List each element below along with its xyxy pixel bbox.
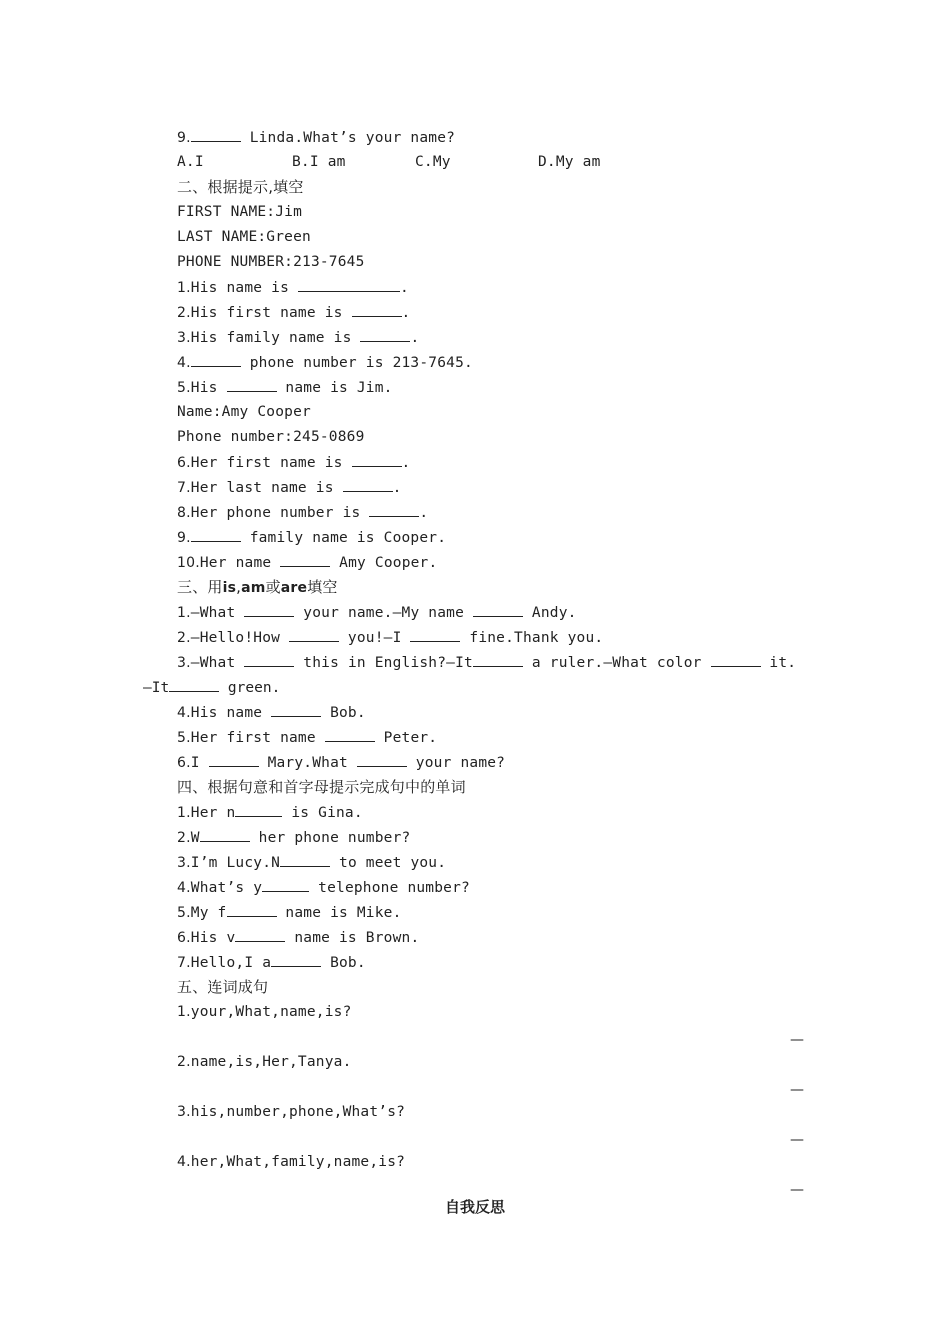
question-number: 1. bbox=[177, 805, 191, 821]
answer-blank[interactable] bbox=[280, 852, 330, 867]
item-text-post: phone number is 213-7645. bbox=[240, 355, 473, 371]
section-5-title: 五、连词成句 bbox=[177, 978, 269, 996]
question-number: 3. bbox=[177, 655, 191, 671]
scrambled-words: your,What,name,is? bbox=[190, 1004, 352, 1020]
text-part: name is Mike. bbox=[276, 905, 402, 921]
title-pre: 三、用 bbox=[177, 578, 223, 596]
info-first-name: FIRST NAME:Jim bbox=[177, 204, 303, 220]
question-number: 9. bbox=[177, 530, 191, 546]
text-part: —Hello!How bbox=[190, 630, 289, 646]
s2-item-5 bbox=[177, 377, 393, 397]
answer-blank[interactable] bbox=[191, 127, 241, 142]
option-b: B.I am bbox=[292, 154, 346, 170]
question-number: 6. bbox=[177, 930, 191, 946]
option-c: C.My bbox=[415, 154, 451, 170]
info-phone-number: PHONE NUMBER:213-7645 bbox=[177, 254, 365, 270]
info-last-name: LAST NAME:Green bbox=[177, 229, 311, 245]
s4-item-5 bbox=[177, 902, 402, 922]
word-or: 或 bbox=[265, 578, 281, 596]
s4-item-2 bbox=[177, 827, 410, 847]
answer-blank[interactable] bbox=[262, 877, 309, 892]
s4-item-7 bbox=[177, 952, 366, 972]
s5-item-3 bbox=[177, 1102, 405, 1122]
answer-blank[interactable] bbox=[473, 652, 523, 667]
question-number: 6. bbox=[177, 455, 191, 471]
text-part: green. bbox=[219, 680, 281, 696]
text-part: His v bbox=[190, 930, 236, 946]
text-part: a ruler.—What color bbox=[522, 655, 711, 671]
text-part: Her first name bbox=[190, 730, 325, 746]
s3-item-5 bbox=[177, 727, 437, 747]
answer-line-dash[interactable]: — bbox=[790, 1082, 804, 1098]
answer-blank[interactable] bbox=[191, 527, 241, 542]
s2-item-10 bbox=[177, 552, 437, 572]
answer-blank[interactable] bbox=[410, 627, 460, 642]
answer-blank[interactable] bbox=[191, 352, 241, 367]
s2-item-1 bbox=[177, 277, 409, 297]
scrambled-words: her,What,family,name,is? bbox=[190, 1154, 406, 1170]
text-part: W bbox=[190, 830, 200, 846]
text-part: name is Brown. bbox=[285, 930, 420, 946]
s2-item-7 bbox=[177, 477, 402, 497]
answer-blank[interactable] bbox=[271, 952, 321, 967]
s4-item-4 bbox=[177, 877, 470, 897]
answer-blank[interactable] bbox=[209, 752, 259, 767]
text-part: —It bbox=[143, 680, 170, 696]
item-text-post: . bbox=[401, 455, 411, 471]
question-number: 6. bbox=[177, 755, 191, 771]
info-name: Name:Amy Cooper bbox=[177, 404, 311, 420]
option-d: D.My am bbox=[538, 154, 601, 170]
question-9-options bbox=[177, 152, 601, 172]
s5-item-1 bbox=[177, 1002, 352, 1022]
question-text: Linda.What’s your name? bbox=[240, 130, 456, 146]
answer-blank[interactable] bbox=[169, 677, 219, 692]
text-part: I bbox=[190, 755, 209, 771]
answer-blank[interactable] bbox=[298, 277, 400, 292]
s2-item-2 bbox=[177, 302, 410, 322]
question-number: 2. bbox=[177, 1054, 191, 1070]
text-part: to meet you. bbox=[330, 855, 447, 871]
answer-blank[interactable] bbox=[271, 702, 321, 717]
question-number: 9. bbox=[177, 130, 191, 146]
question-number: 4. bbox=[177, 705, 191, 721]
question-number: 1. bbox=[177, 1004, 191, 1020]
answer-blank[interactable] bbox=[244, 652, 294, 667]
question-number: 3. bbox=[177, 1104, 191, 1120]
text-part: Her n bbox=[190, 805, 236, 821]
text-part: Mary.What bbox=[258, 755, 357, 771]
comma: , bbox=[236, 578, 242, 596]
s3-item-3-continued bbox=[143, 677, 280, 697]
answer-line-dash[interactable]: — bbox=[790, 1132, 804, 1148]
text-part: her phone number? bbox=[249, 830, 411, 846]
question-number: 3. bbox=[177, 855, 191, 871]
answer-blank[interactable] bbox=[227, 902, 277, 917]
text-part: Andy. bbox=[522, 605, 577, 621]
question-number: 5. bbox=[177, 730, 191, 746]
s3-item-2 bbox=[177, 627, 603, 647]
s2-item-9 bbox=[177, 527, 446, 547]
s4-item-1 bbox=[177, 802, 363, 822]
s3-item-1 bbox=[177, 602, 577, 622]
item-text-post: . bbox=[410, 330, 420, 346]
text-part: I’m Lucy.N bbox=[190, 855, 281, 871]
s3-item-4 bbox=[177, 702, 366, 722]
answer-blank[interactable] bbox=[357, 752, 407, 767]
answer-blank[interactable] bbox=[352, 302, 402, 317]
reflection-title: 自我反思 bbox=[444, 1198, 505, 1216]
question-number: 3. bbox=[177, 330, 191, 346]
item-text-pre: His family name is bbox=[190, 330, 361, 346]
question-number: 1. bbox=[177, 280, 191, 296]
s4-item-6 bbox=[177, 927, 419, 947]
scrambled-words: name,is,Her,Tanya. bbox=[190, 1054, 352, 1070]
section-2-title: 二、根据提示,填空 bbox=[177, 178, 304, 196]
text-part: What’s y bbox=[190, 880, 263, 896]
answer-blank[interactable] bbox=[360, 327, 410, 342]
text-part: Peter. bbox=[374, 730, 438, 746]
question-number: 2. bbox=[177, 305, 191, 321]
text-part: your name.—My name bbox=[294, 605, 473, 621]
answer-blank[interactable] bbox=[280, 552, 330, 567]
answer-line-dash[interactable]: — bbox=[790, 1182, 804, 1198]
item-text-post: Amy Cooper. bbox=[330, 555, 438, 571]
answer-blank[interactable] bbox=[473, 602, 523, 617]
info-phone: Phone number:245-0869 bbox=[177, 429, 365, 445]
answer-blank[interactable] bbox=[235, 802, 282, 817]
text-part: —What bbox=[190, 655, 245, 671]
answer-blank[interactable] bbox=[325, 727, 375, 742]
text-part: you!—I bbox=[339, 630, 411, 646]
text-part: Bob. bbox=[321, 705, 366, 721]
section-3-title bbox=[177, 577, 338, 597]
answer-line-dash[interactable]: — bbox=[790, 1032, 804, 1048]
answer-blank[interactable] bbox=[343, 477, 393, 492]
s2-item-4 bbox=[177, 352, 473, 372]
question-number: 4. bbox=[177, 1154, 191, 1170]
word-is: is bbox=[222, 580, 237, 596]
text-part: telephone number? bbox=[309, 880, 470, 896]
word-am: am bbox=[241, 580, 266, 596]
question-9 bbox=[177, 127, 455, 147]
question-number: 2. bbox=[177, 630, 191, 646]
s4-item-3 bbox=[177, 852, 446, 872]
item-text-post: family name is Cooper. bbox=[240, 530, 447, 546]
section-4-title: 四、根据句意和首字母提示完成句中的单词 bbox=[177, 778, 466, 796]
text-part: My f bbox=[190, 905, 227, 921]
answer-blank[interactable] bbox=[369, 502, 419, 517]
s2-item-8 bbox=[177, 502, 428, 522]
text-part: your name? bbox=[406, 755, 506, 771]
question-number: 10. bbox=[177, 555, 200, 571]
text-part: Hello,I a bbox=[190, 955, 272, 971]
question-number: 5. bbox=[177, 905, 191, 921]
item-text-pre: His first name is bbox=[190, 305, 352, 321]
item-text-post: . bbox=[401, 305, 411, 321]
answer-blank[interactable] bbox=[352, 452, 402, 467]
option-a: A.I bbox=[177, 154, 204, 170]
text-part: this in English?—It bbox=[294, 655, 473, 671]
s3-item-3 bbox=[177, 652, 796, 672]
s3-item-6 bbox=[177, 752, 505, 772]
s2-item-6 bbox=[177, 452, 410, 472]
text-part: it. bbox=[760, 655, 797, 671]
answer-blank[interactable] bbox=[244, 602, 294, 617]
answer-blank[interactable] bbox=[200, 827, 250, 842]
text-part: His name bbox=[190, 705, 272, 721]
question-number: 7. bbox=[177, 480, 191, 496]
s5-item-4 bbox=[177, 1152, 405, 1172]
item-text-pre: Her phone number is bbox=[190, 505, 370, 521]
question-number: 2. bbox=[177, 830, 191, 846]
item-text-post: name is Jim. bbox=[276, 380, 393, 396]
text-part: is Gina. bbox=[282, 805, 363, 821]
question-number: 8. bbox=[177, 505, 191, 521]
question-number: 1. bbox=[177, 605, 191, 621]
answer-blank[interactable] bbox=[227, 377, 277, 392]
s5-item-2 bbox=[177, 1052, 352, 1072]
word-are: are bbox=[280, 580, 308, 596]
scrambled-words: his,number,phone,What’s? bbox=[190, 1104, 406, 1120]
question-number: 4. bbox=[177, 355, 191, 371]
item-text-pre: Her name bbox=[199, 555, 281, 571]
item-text-pre: His name is bbox=[190, 280, 298, 296]
item-text-pre: Her first name is bbox=[190, 455, 352, 471]
text-part: fine.Thank you. bbox=[460, 630, 604, 646]
question-number: 4. bbox=[177, 880, 191, 896]
text-part: Bob. bbox=[321, 955, 366, 971]
answer-blank[interactable] bbox=[235, 927, 285, 942]
item-text-post: . bbox=[399, 280, 409, 296]
item-text-post: . bbox=[392, 480, 402, 496]
item-text-pre: Her last name is bbox=[190, 480, 343, 496]
answer-blank[interactable] bbox=[289, 627, 339, 642]
text-part: —What bbox=[190, 605, 245, 621]
s2-item-3 bbox=[177, 327, 419, 347]
question-number: 5. bbox=[177, 380, 191, 396]
title-post: 填空 bbox=[307, 578, 338, 596]
item-text-pre: His bbox=[190, 380, 227, 396]
question-number: 7. bbox=[177, 955, 191, 971]
answer-blank[interactable] bbox=[711, 652, 761, 667]
item-text-post: . bbox=[419, 505, 429, 521]
